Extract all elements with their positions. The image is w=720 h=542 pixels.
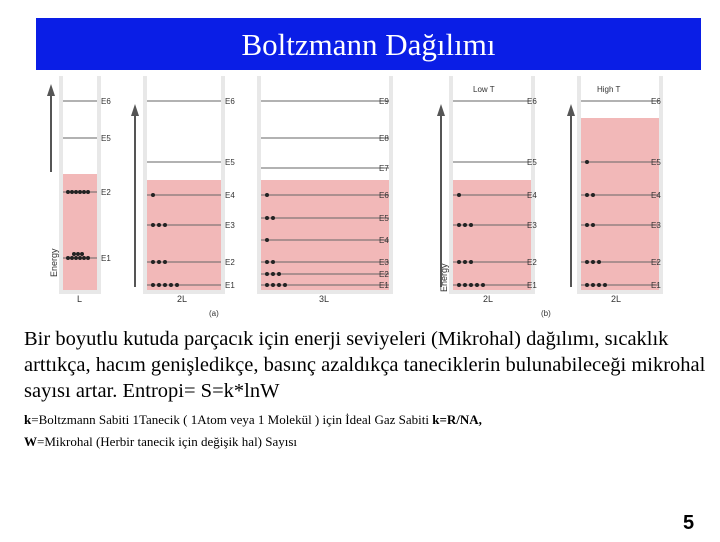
w-symbol: W: [24, 434, 37, 449]
svg-text:Energy: Energy: [439, 263, 449, 292]
box-3-level-e5: E5: [379, 214, 389, 223]
box-3: [257, 76, 393, 304]
box-3-level-e7: E7: [379, 164, 389, 173]
slide-title: Boltzmann Dağılımı: [36, 18, 701, 70]
svg-text:E2: E2: [651, 258, 661, 267]
box-3-level-e8: E8: [379, 134, 389, 143]
box-2-level-e5: E5: [225, 158, 235, 167]
svg-text:E4: E4: [527, 191, 537, 200]
energy-level-figure: [37, 72, 667, 320]
svg-text:2L: 2L: [611, 294, 622, 304]
w-definition: =Mikrohal (Herbir tanecik için değişik hal) Sayısı: [37, 434, 298, 449]
low-t-label: Low T: [473, 85, 495, 94]
energy-axis-label: Energy: [49, 248, 59, 277]
box-3-width: 3L: [319, 294, 330, 304]
box-3-level-e3: E3: [379, 258, 389, 267]
svg-text:E1: E1: [527, 281, 537, 290]
page-number: 5: [683, 512, 695, 534]
svg-text:2L: 2L: [483, 294, 494, 304]
box-2: [131, 76, 235, 304]
box-3-level-e9: E9: [379, 97, 389, 106]
svg-text:E4: E4: [651, 191, 661, 200]
box-1-width: L: [77, 294, 83, 304]
box-1-level-e2: E2: [101, 188, 111, 197]
box-3-level-e2: E2: [379, 270, 389, 279]
box-2-level-e3: E3: [225, 221, 235, 230]
box-2-level-e6: E6: [225, 97, 235, 106]
svg-text:E2: E2: [527, 258, 537, 267]
box-2-width: 2L: [177, 294, 188, 304]
box-1-level-e1: E1: [101, 254, 111, 263]
svg-text:E5: E5: [527, 158, 537, 167]
svg-text:E6: E6: [527, 97, 537, 106]
note-boltzmann-constant: [24, 412, 714, 428]
svg-text:E3: E3: [651, 221, 661, 230]
box-3-level-e4: E4: [379, 236, 389, 245]
box-1-level-e5: E5: [101, 134, 111, 143]
box-5-high-t: [567, 76, 663, 304]
note-microstate: [24, 434, 714, 450]
k-symbol: k: [24, 412, 32, 427]
box-4-low-t: [437, 76, 537, 304]
k-definition: =Boltzmann Sabiti 1Tanecik ( 1Atom veya 1 Molekül ) için İdeal Gaz Sabiti: [31, 412, 430, 427]
high-t-label: High T: [597, 85, 621, 94]
box-3-level-e6: E6: [379, 191, 389, 200]
box-3-level-e1: E1: [379, 281, 389, 290]
svg-text:E3: E3: [527, 221, 537, 230]
box-2-level-e2: E2: [225, 258, 235, 267]
svg-text:E5: E5: [651, 158, 661, 167]
box-2-level-e4: E4: [225, 191, 235, 200]
svg-text:E1: E1: [651, 281, 661, 290]
box-1-level-e6: E6: [101, 97, 111, 106]
svg-text:E6: E6: [651, 97, 661, 106]
box-2-level-e1: E1: [225, 281, 235, 290]
k-formula: k=R/NA,: [432, 412, 482, 427]
description-paragraph: Bir boyutlu kutuda parçacık için enerji seviyeleri (Mikrohal) dağılımı, sıcaklık arttıkça, hacım genişledikçe, basınç azaldıkça taneciklerin bulunabileceği mikrohal sayısı artar. Entropi= S=k*lnW: [24, 328, 706, 402]
figure-label-b: (b): [541, 309, 551, 318]
figure-label-a: (a): [209, 309, 219, 318]
